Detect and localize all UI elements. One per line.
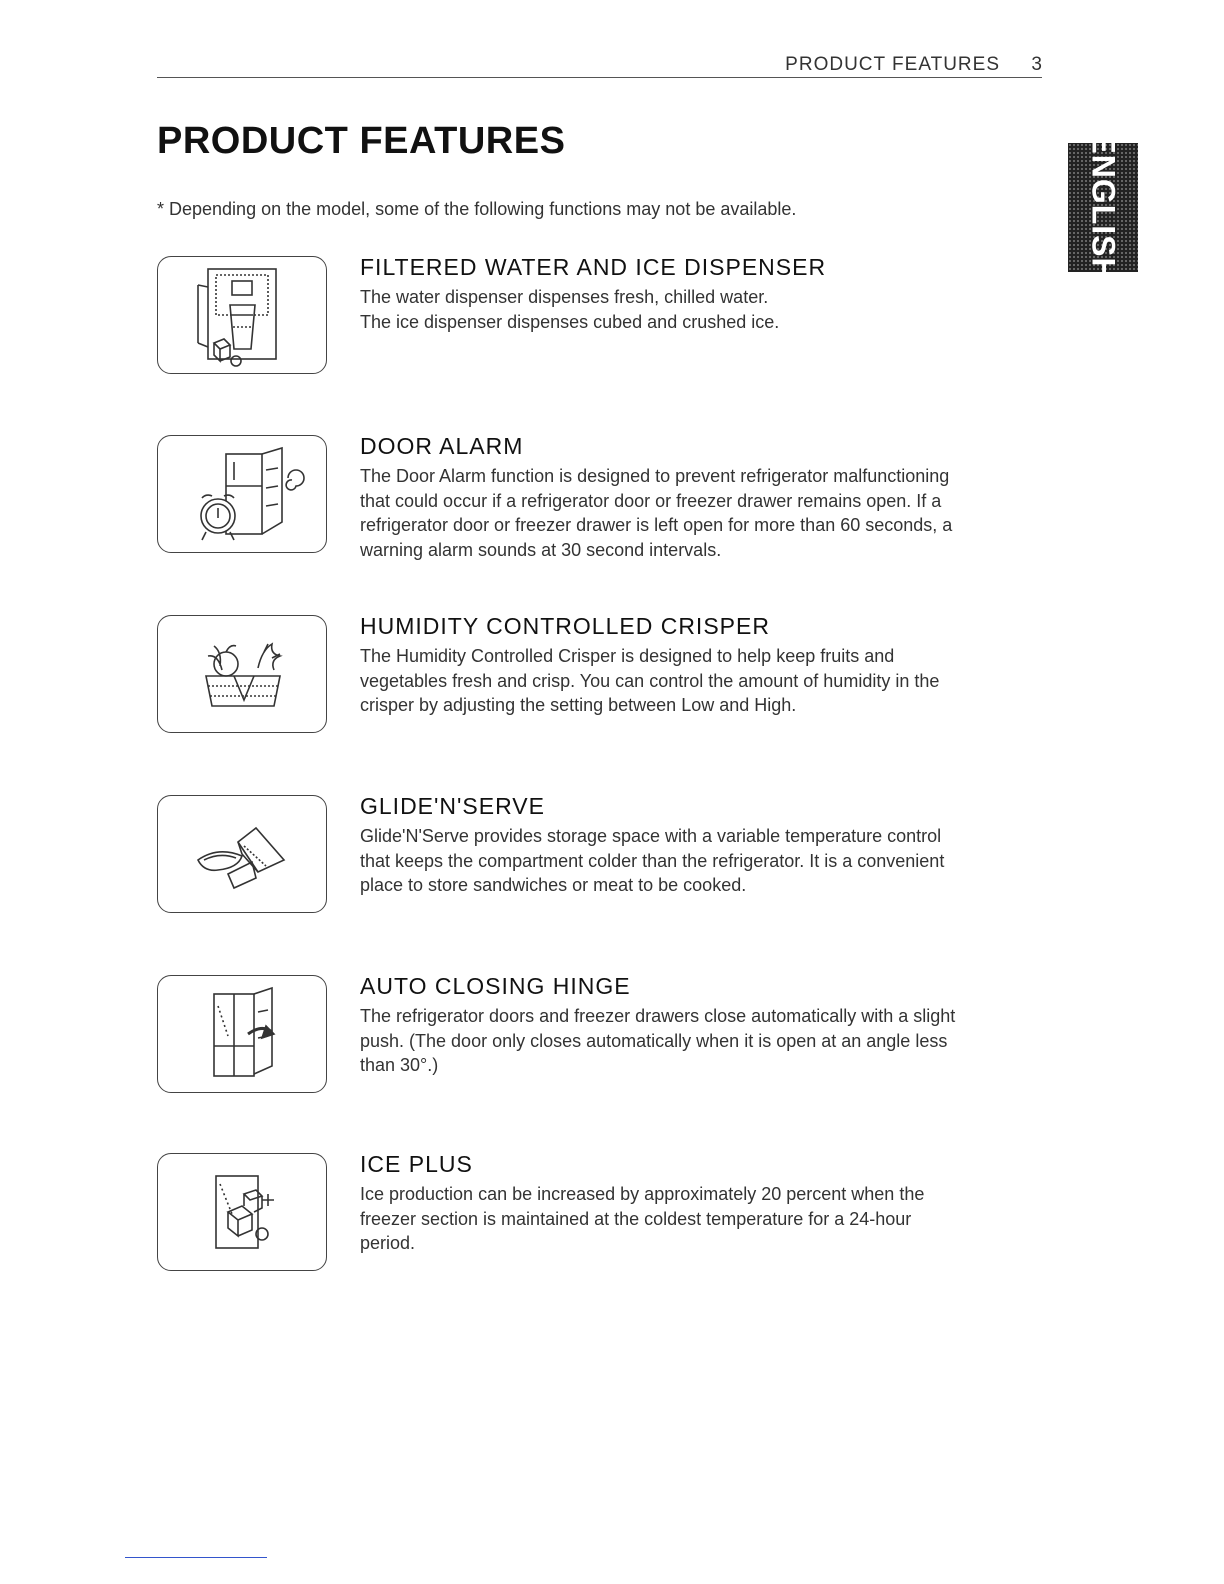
language-tab [1068, 132, 1138, 282]
feature-description [360, 464, 1040, 562]
description-line: vegetables fresh and crisp. You can control the amount of humidity in the [360, 670, 940, 691]
feature-description [360, 824, 1040, 898]
sandwich-icon [157, 795, 327, 913]
ice-plus-icon [157, 1153, 327, 1271]
feature-item-glide-n-serve [157, 795, 1037, 915]
availability-note: * Depending on the model, some of the following functions may not be available. [157, 199, 797, 219]
feature-item-door-alarm [157, 433, 1037, 560]
description-line: Glide'N'Serve provides storage space with a variable temperature control [360, 826, 942, 846]
description-line: place to store sandwiches or meat to be cooked. [360, 875, 747, 895]
water-ice-dispenser-icon [157, 256, 327, 374]
feature-item-humidity-crisper [157, 615, 1037, 735]
running-header-title: PRODUCT FEATURES [785, 54, 1000, 75]
feature-item-ice-plus [157, 1153, 1037, 1273]
page-number: 3 [1031, 54, 1042, 75]
running-header [157, 52, 1042, 78]
feature-description [360, 285, 1040, 334]
page-title: PRODUCT FEATURES [157, 120, 566, 162]
description-line: freezer section is maintained at the coldest temperature for a 24-hour [360, 1208, 912, 1229]
description-line: refrigerator door or freezer drawer is left open for more than 60 seconds, a [360, 515, 953, 535]
feature-title: HUMIDITY CONTROLLED CRISPER [360, 613, 770, 639]
description-line: The Door Alarm function is designed to prevent refrigerator malfunctioning [360, 466, 950, 486]
feature-title: AUTO CLOSING HINGE [360, 973, 631, 999]
description-line: The ice dispenser dispenses cubed and crushed ice. [360, 311, 780, 332]
description-line: that could occur if a refrigerator door or freezer drawer remains open. If a [360, 490, 942, 511]
feature-description [360, 1004, 1040, 1078]
feature-title: FILTERED WATER AND ICE DISPENSER [360, 254, 827, 280]
description-line: crisper by adjusting the setting between Low and High. [360, 695, 797, 715]
description-line: The refrigerator doors and freezer drawers close automatically with a slight [360, 1006, 956, 1026]
feature-description [360, 1182, 1040, 1256]
description-line: push. (The door only closes automatically when it is open at an angle less [360, 1030, 948, 1051]
feature-title: DOOR ALARM [360, 433, 524, 459]
description-line: that keeps the compartment colder than the refrigerator. It is a convenient [360, 850, 945, 871]
feature-title: ICE PLUS [360, 1151, 473, 1177]
description-line: The water dispenser dispenses fresh, chilled water. [360, 287, 769, 307]
description-line: period. [360, 1233, 416, 1253]
closing-hinge-icon [157, 975, 327, 1093]
footer-rule [125, 1557, 267, 1558]
feature-item-auto-closing-hinge [157, 975, 1037, 1095]
description-line: warning alarm sounds at 30 second intervals. [360, 539, 722, 560]
description-line: than 30°.) [360, 1055, 439, 1075]
door-alarm-icon [157, 435, 327, 553]
feature-title: GLIDE'N'SERVE [360, 793, 545, 819]
feature-description [360, 644, 1040, 718]
description-line: Ice production can be increased by approximately 20 percent when the [360, 1184, 925, 1204]
crisper-vegetables-icon [157, 615, 327, 733]
feature-item-water-ice-dispenser [157, 256, 1037, 376]
language-tab-label: ENGLISH [1085, 132, 1122, 282]
description-line: The Humidity Controlled Crisper is designed to help keep fruits and [360, 646, 895, 666]
